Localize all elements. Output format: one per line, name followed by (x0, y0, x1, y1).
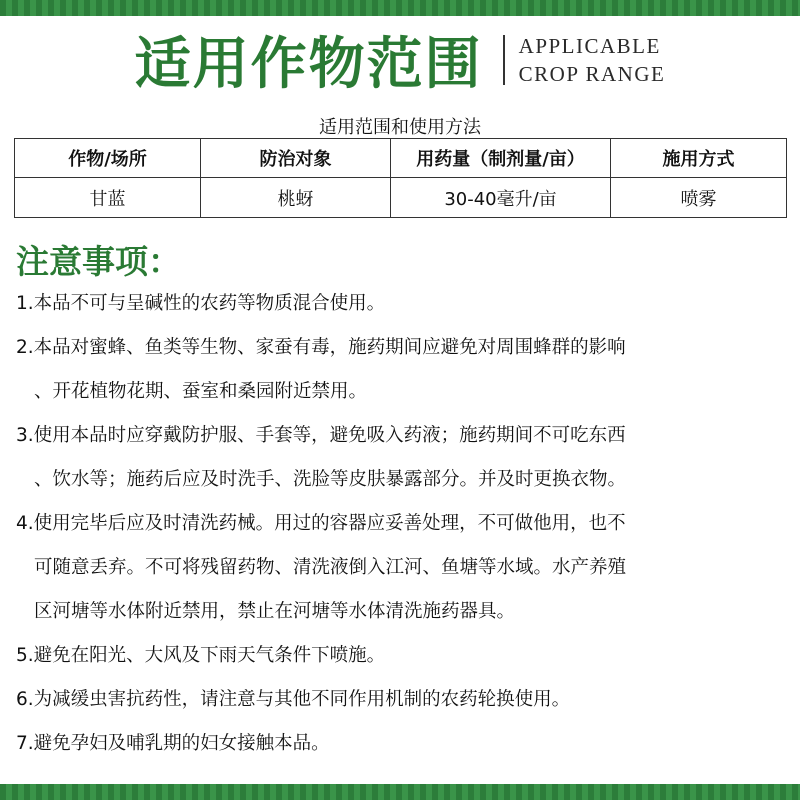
notes-list (16, 282, 786, 766)
column-header: 施用方式 (611, 139, 787, 178)
table-cell: 30-40毫升/亩 (391, 178, 611, 218)
page-title: 适用作物范围 (134, 31, 483, 97)
note-item (16, 722, 786, 766)
note-line: 5.避免在阳光、大风及下雨天气条件下喷施。 (16, 645, 386, 666)
note-line: 4.使用完毕后应及时清洗药械。用过的容器应妥善处理，不可做他用，也不 (16, 513, 626, 534)
note-item (16, 678, 786, 722)
note-item (16, 326, 786, 414)
page-header (0, 16, 800, 104)
column-header: 作物/场所 (15, 139, 201, 178)
note-line: 2.本品对蜜蜂、鱼类等生物、家蚕有毒，施药期间应避免对周围蜂群的影响 (16, 337, 626, 358)
column-header: 防治对象 (201, 139, 391, 178)
note-line: 1.本品不可与呈碱性的农药等物质混合使用。 (16, 293, 386, 314)
note-line: 7.避免孕妇及哺乳期的妇女接触本品。 (16, 733, 330, 754)
table-row (15, 178, 787, 218)
note-line: 6.为减缓虫害抗药性，请注意与其他不同作用机制的农药轮换使用。 (16, 689, 571, 710)
table-cell: 甘蓝 (15, 178, 201, 218)
table-header-row (15, 139, 787, 178)
note-line: 、饮水等；施药后应及时洗手、洗脸等皮肤暴露部分。并及时更换衣物。 (34, 469, 627, 490)
note-line: 可随意丢弃。不可将残留药物、清洗液倒入江河、鱼塘等水域。水产养殖 (34, 557, 627, 578)
note-item (16, 282, 786, 326)
top-border-stripes (0, 0, 800, 16)
note-line: 区河塘等水体附近禁用，禁止在河塘等水体清洗施药器具。 (34, 601, 516, 622)
note-line: 、开花植物花期、蚕室和桑园附近禁用。 (34, 381, 368, 402)
note-item (16, 634, 786, 678)
column-header: 用药量（制剂量/亩） (391, 139, 611, 178)
note-item (16, 502, 786, 634)
english-title-line-1: APPLICABLE (518, 34, 661, 58)
note-line: 3.使用本品时应穿戴防护服、手套等，避免吸入药液；施药期间不可吃东西 (16, 425, 626, 446)
english-title-line-2: CROP RANGE (518, 62, 666, 86)
note-item (16, 414, 786, 502)
title-divider (503, 35, 505, 85)
table-cell: 喷雾 (611, 178, 787, 218)
notes-title: 注意事项： (16, 242, 181, 281)
bottom-border-stripes (0, 784, 800, 800)
usage-table (14, 138, 787, 218)
table-caption: 适用范围和使用方法 (319, 117, 481, 138)
english-title (519, 32, 666, 88)
table-cell: 桃蚜 (201, 178, 391, 218)
